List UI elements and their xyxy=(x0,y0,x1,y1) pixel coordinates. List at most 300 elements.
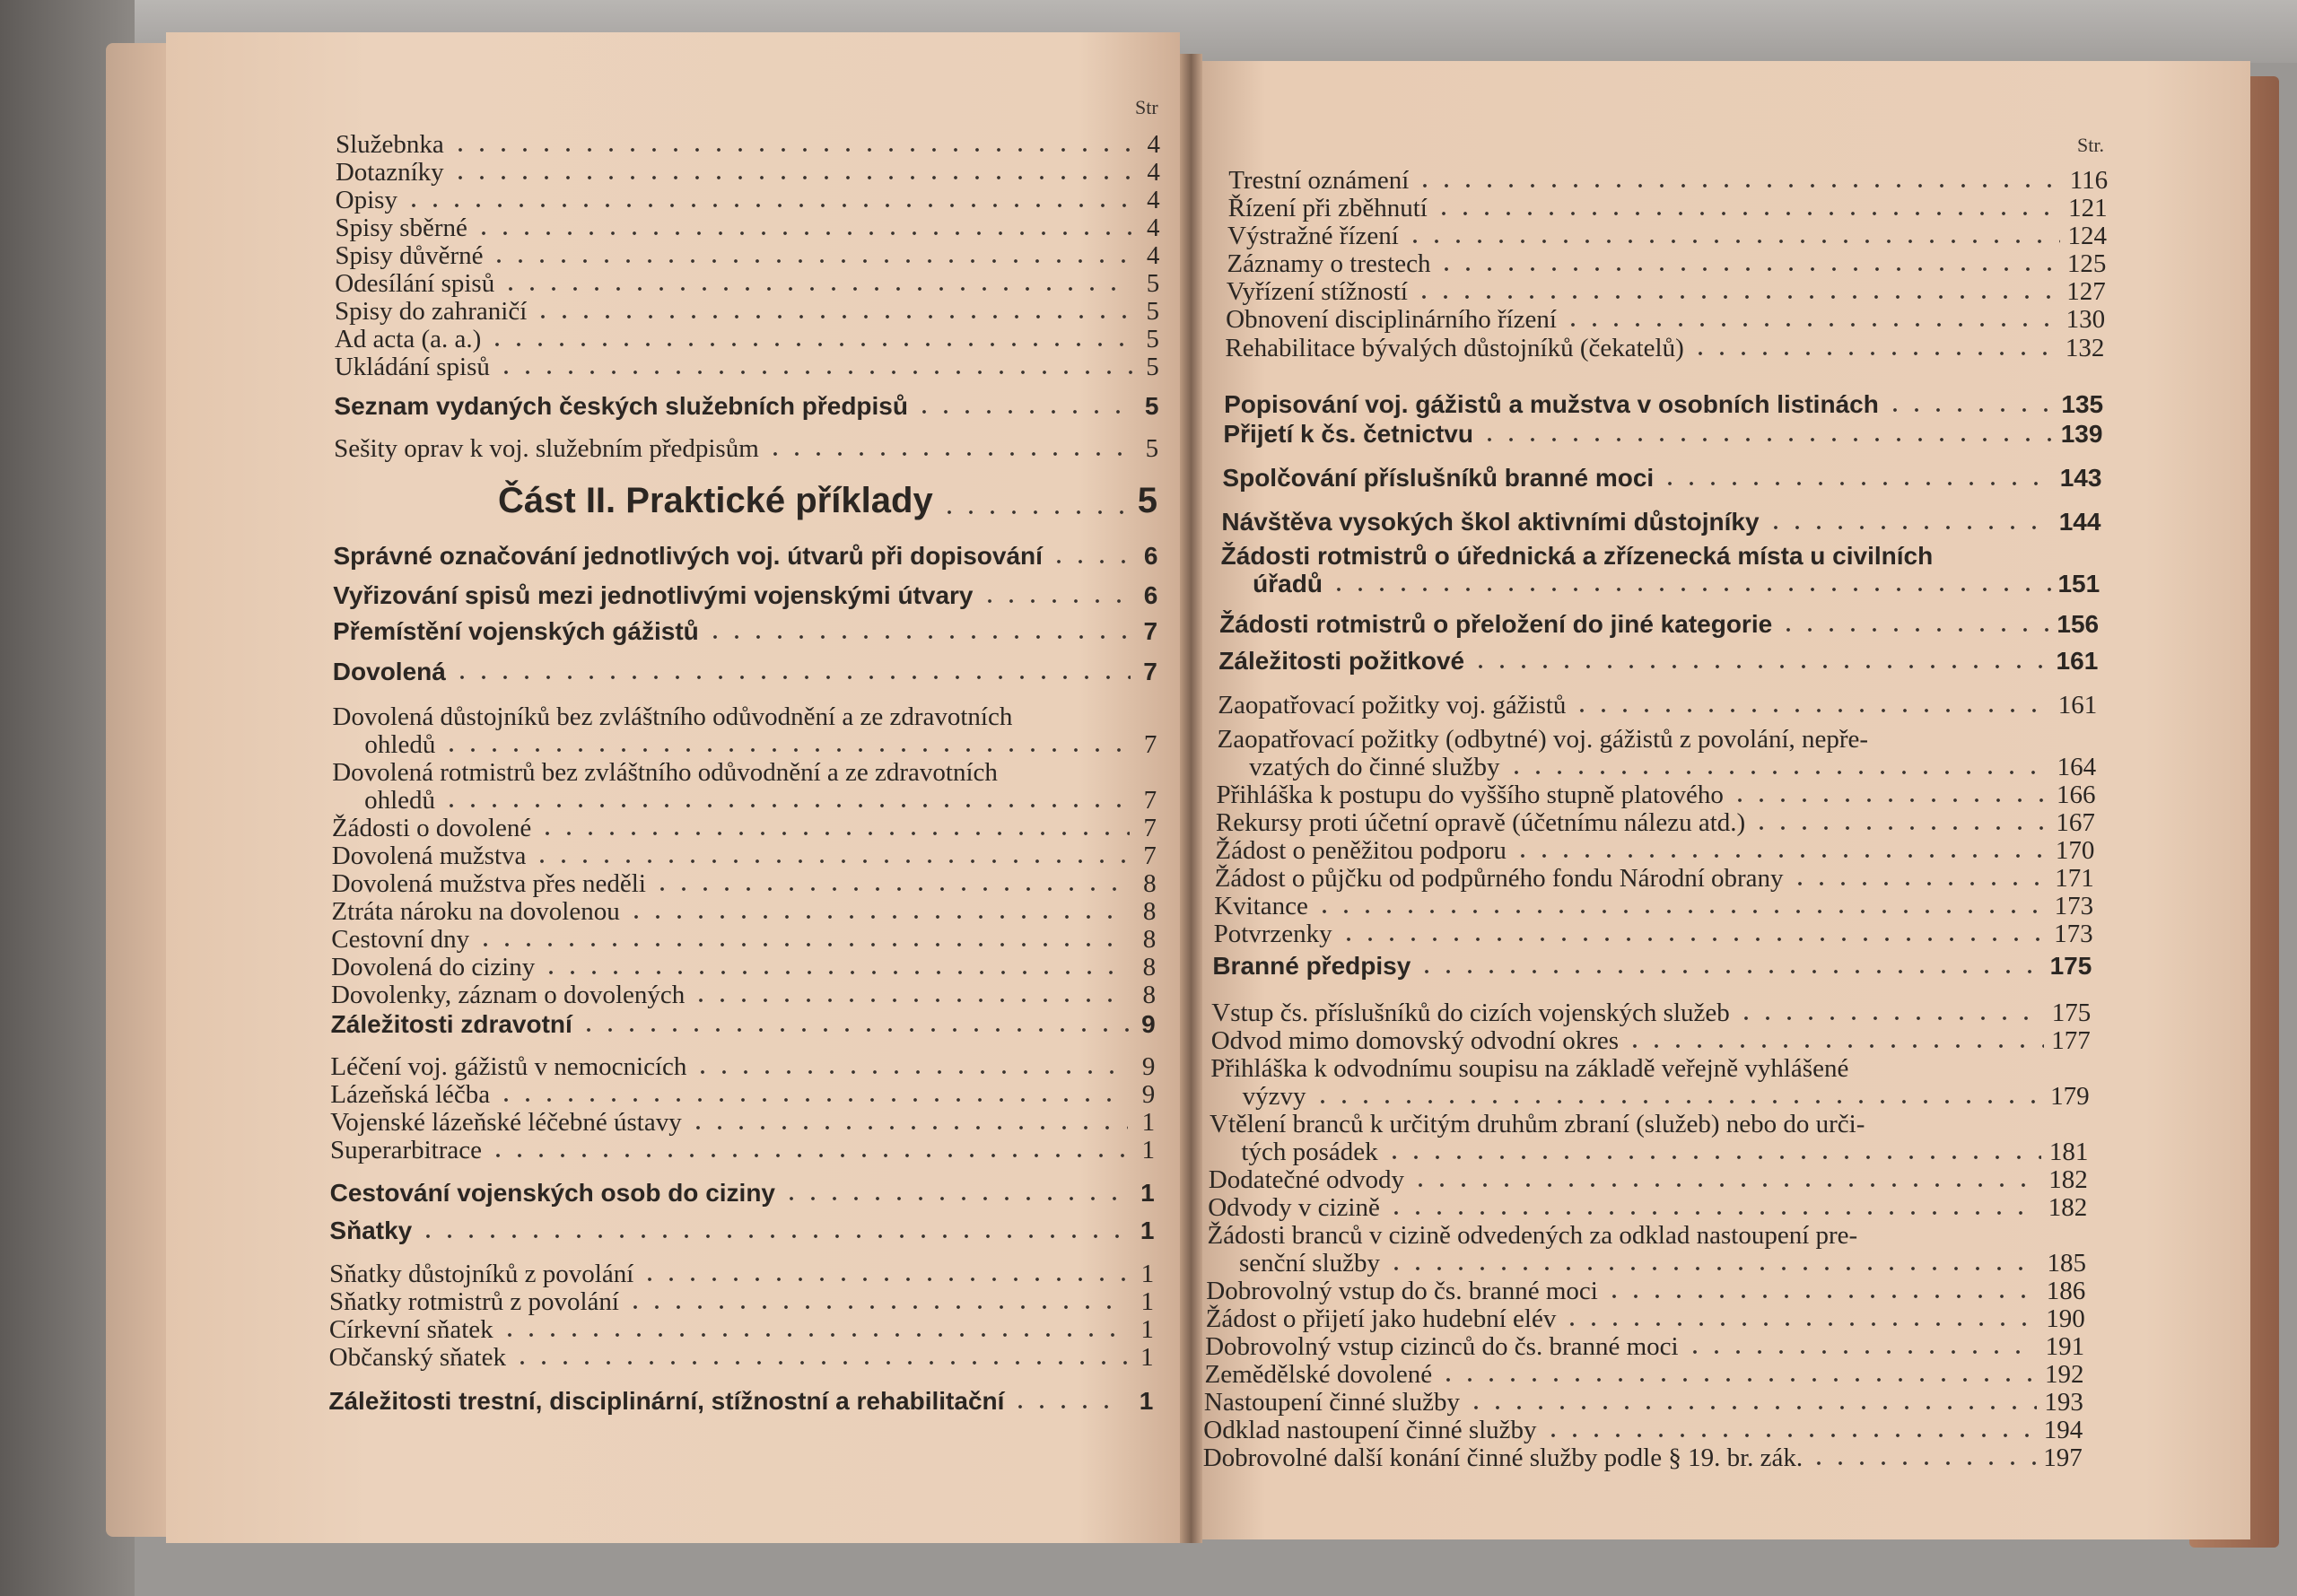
toc-entry-page: 116 xyxy=(2069,166,2109,196)
dot-leader xyxy=(540,971,1129,974)
toc-entry xyxy=(334,393,1158,420)
toc-entry-page: 190 xyxy=(2046,1304,2085,1334)
toc-entry-page: 194 xyxy=(2043,1416,2083,1445)
toc-entry xyxy=(335,242,1159,269)
dot-leader xyxy=(639,1278,1127,1281)
toc-entry-title: Ad acta (a. a.) xyxy=(334,324,482,353)
toc-entry xyxy=(1208,1194,2087,1221)
toc-entry-title: Přemístění vojenských gážistů xyxy=(333,617,699,646)
toc-entry xyxy=(332,842,1157,869)
toc-entry xyxy=(334,435,1158,462)
toc-entry-title: Vyřizování spisů mezi jednotlivými vojenskými útvary xyxy=(333,580,974,609)
dot-leader xyxy=(487,1154,1128,1157)
dot-leader xyxy=(764,452,1131,456)
toc-entry-page: 193 xyxy=(2044,1388,2083,1417)
toc-entry-title: Odesílání spisů xyxy=(335,268,495,298)
toc-entry-page: 130 xyxy=(2066,305,2106,335)
toc-entry-page: 139 xyxy=(2060,420,2103,448)
toc-entry-page: 1 xyxy=(1140,1286,1154,1316)
dot-leader xyxy=(1338,938,2047,941)
toc-entry-title: Spisy do zahraničí xyxy=(335,296,528,326)
toc-entry xyxy=(1216,781,2095,808)
toc-entry xyxy=(333,658,1157,685)
toc-entry-title: Přihláška k postupu do vyššího stupně platového xyxy=(1216,780,1724,809)
part-heading-text: Část II. Praktické příklady xyxy=(498,481,933,520)
toc-entry-title: Rekursy proti účetní opravě (účetnímu nálezu atd.) xyxy=(1215,807,1746,837)
dot-leader xyxy=(692,1070,1128,1074)
toc-entry xyxy=(334,543,1158,570)
toc-entry xyxy=(330,1053,1155,1080)
right-page xyxy=(1202,61,2250,1539)
toc-entry-page: 7 xyxy=(1143,657,1157,685)
toc-entry-title: Záležitosti zdravotní xyxy=(330,1010,572,1039)
toc-entry xyxy=(1205,1361,2084,1388)
toc-entry xyxy=(329,1217,1154,1244)
toc-entry-page: 7 xyxy=(1143,617,1158,646)
toc-entry-page: 132 xyxy=(2065,333,2105,362)
toc-entry-page: 175 xyxy=(2049,951,2092,980)
dot-leader xyxy=(495,371,1132,374)
toc-entry-title: Žádosti rotmistrů o úřednická a zřízenecká místa u civilních xyxy=(1220,541,1934,570)
toc-entry-page: 1 xyxy=(1141,1108,1156,1138)
toc-entry-title: Odklad nastoupení činné služby xyxy=(1203,1416,1537,1445)
toc-entry xyxy=(1219,611,2099,638)
toc-entry xyxy=(1216,809,2095,836)
toc-entry xyxy=(329,1344,1154,1371)
toc-entry-page: 7 xyxy=(1143,842,1157,871)
toc-entry xyxy=(1204,1389,2083,1416)
dot-leader xyxy=(578,1028,1129,1032)
toc-entry-title: Dovolenky, záznam o dovolených xyxy=(330,981,686,1010)
toc-entry xyxy=(336,187,1160,214)
dot-leader xyxy=(1603,1295,2039,1298)
toc-entry-title: Kvitance xyxy=(1214,891,1308,920)
toc-entry-title: Ukládání spisů xyxy=(334,352,490,381)
toc-entry xyxy=(335,326,1159,353)
dot-leader xyxy=(1314,910,2047,913)
toc-entry-page: 170 xyxy=(2055,835,2095,865)
book-gutter xyxy=(1180,54,1202,1543)
toc-entry-title: Vyřízení stížností xyxy=(1226,277,1408,307)
dot-leader xyxy=(1437,1378,2037,1382)
dot-leader xyxy=(1465,1406,2037,1409)
dot-leader xyxy=(1735,1016,2045,1020)
toc-entry-page: 164 xyxy=(2057,752,2097,781)
toc-entry-title: Dovolená mužstva přes neděli xyxy=(331,869,646,899)
dot-leader xyxy=(531,859,1129,863)
toc-entry xyxy=(333,618,1157,645)
toc-entry xyxy=(1205,1333,2084,1360)
dot-leader xyxy=(624,1305,1127,1309)
toc-entry-title: Vojenské lázeňské léčebné ústavy xyxy=(330,1108,682,1138)
toc-entry-title: ohledů xyxy=(364,786,435,815)
toc-entry xyxy=(1218,692,2097,719)
toc-entry-page: 9 xyxy=(1141,1010,1156,1039)
toc-entry-title: Cestovní dny xyxy=(331,925,470,955)
toc-entry-title: Dovolená xyxy=(332,657,446,685)
toc-entry-title: Seznam vydaných českých služebních předpisů xyxy=(334,391,908,420)
toc-entry xyxy=(1221,543,2100,570)
dot-leader xyxy=(1561,1322,2038,1326)
dot-leader xyxy=(939,510,1131,514)
toc-entry xyxy=(1215,865,2094,892)
toc-entry xyxy=(1222,465,2101,492)
dot-leader xyxy=(1048,560,1131,563)
toc-entry xyxy=(331,898,1156,925)
toc-entry-page: 127 xyxy=(2066,277,2106,307)
toc-entry-page: 175 xyxy=(2051,999,2092,1028)
toc-entry-title: Rehabilitace bývalých důstojníků (čekatelů) xyxy=(1225,333,1684,362)
dot-leader xyxy=(441,804,1130,807)
dot-leader xyxy=(1009,1405,1126,1408)
toc-entry-page: 121 xyxy=(2068,194,2108,223)
dot-leader xyxy=(1413,295,2059,299)
dot-leader xyxy=(651,887,1130,891)
toc-entry-page: 143 xyxy=(2059,463,2102,492)
toc-entry-title: Sňatky rotmistrů z povolání xyxy=(328,1286,619,1316)
toc-entry-title: úřadů xyxy=(1253,569,1323,597)
toc-entry-page: 4 xyxy=(1146,240,1160,270)
toc-entry-page: 5 xyxy=(1146,352,1159,381)
toc-entry-title: Léčení voj. gážistů v nemocnicích xyxy=(330,1052,687,1082)
toc-entry-title: Vstup čs. příslušníků do cizích vojenských služeb xyxy=(1211,999,1730,1028)
toc-entry-page: 4 xyxy=(1147,129,1160,159)
toc-entry xyxy=(333,582,1157,609)
toc-entry-title: výzvy xyxy=(1242,1082,1306,1112)
toc-entry xyxy=(1249,754,2096,781)
dot-leader xyxy=(781,1197,1128,1200)
toc-entry xyxy=(1227,222,2107,249)
toc-entry-title: Přijetí k čs. četnictvu xyxy=(1223,420,1473,448)
dot-leader xyxy=(690,999,1129,1002)
toc-entry xyxy=(1206,1278,2085,1304)
toc-entry-page: 4 xyxy=(1147,157,1160,187)
toc-entry-title: Sešity oprav k voj. služebním předpisům xyxy=(334,434,759,464)
dot-leader xyxy=(532,315,1132,318)
toc-entry-title: ohledů xyxy=(364,730,436,760)
dot-leader xyxy=(495,1098,1128,1102)
toc-entry-title: Zaopatřovací požitky (odbytné) voj. gážistů z povolání, nepře- xyxy=(1217,724,1869,754)
toc-entry-page: 135 xyxy=(2061,390,2104,419)
toc-entry-title: Potvrzenky xyxy=(1213,919,1332,948)
toc-entry-title: Žádost o peněžitou podporu xyxy=(1215,835,1507,865)
toc-entry-page: 9 xyxy=(1141,1052,1156,1082)
toc-entry-page: 1 xyxy=(1140,1178,1155,1207)
toc-entry-title: Dovolená do ciziny xyxy=(331,953,536,982)
toc-entry xyxy=(1226,306,2105,333)
toc-entry-title: Návštěva vysokých škol aktivními důstojníky xyxy=(1221,507,1760,536)
toc-entry-page: 161 xyxy=(2056,647,2099,676)
toc-entry-title: Sňatky xyxy=(329,1217,413,1245)
toc-entry-title: Branné předpisy xyxy=(1212,951,1411,980)
toc-entry-title: Dodatečné odvody xyxy=(1208,1165,1405,1195)
toc-entry-page: 151 xyxy=(2057,569,2100,597)
toc-entry-page: 182 xyxy=(2048,1165,2088,1195)
toc-entry-page: 8 xyxy=(1142,981,1156,1010)
toc-entry-page: 177 xyxy=(2051,1026,2091,1056)
dot-leader xyxy=(1404,240,2060,243)
toc-entry-title: Zemědělské dovolené xyxy=(1204,1360,1433,1390)
toc-entry-title: Správné označování jednotlivých voj. útvarů při dopisování xyxy=(333,541,1043,570)
dot-leader xyxy=(1884,408,2057,412)
toc-entry xyxy=(330,1081,1155,1108)
dot-leader xyxy=(1789,882,2048,885)
toc-entry xyxy=(1241,1138,2088,1165)
toc-entry-page: 191 xyxy=(2045,1332,2085,1362)
toc-entry xyxy=(1228,167,2108,194)
dot-leader xyxy=(1416,970,2044,973)
toc-entry xyxy=(330,1137,1155,1164)
dot-leader xyxy=(625,915,1130,919)
toc-entry xyxy=(335,270,1159,297)
toc-entry xyxy=(1239,1250,2086,1277)
dot-leader xyxy=(1433,212,2061,215)
dot-leader xyxy=(1542,1434,2037,1437)
toc-entry-page: 192 xyxy=(2045,1360,2084,1390)
toc-entry-title: Výstražné řízení xyxy=(1227,222,1399,251)
dot-leader xyxy=(475,943,1129,946)
dot-leader xyxy=(1436,267,2059,271)
toc-entry-page: 181 xyxy=(2048,1138,2089,1167)
toc-entry-title: Služebnka xyxy=(336,129,444,159)
toc-entry-title: Církevní sňatek xyxy=(328,1314,493,1344)
toc-entry-page: 8 xyxy=(1142,953,1157,982)
dot-leader xyxy=(1385,1267,2039,1270)
toc-entry xyxy=(331,954,1156,981)
toc-entry-title: Záležitosti trestní, disciplinární, stížnostní a rehabilitační xyxy=(328,1386,1005,1415)
dot-leader xyxy=(1765,526,2054,529)
toc-entry xyxy=(1224,391,2103,418)
toc-entry-page: 1 xyxy=(1140,1259,1155,1288)
toc-entry xyxy=(1253,571,2100,597)
toc-entry-page: 7 xyxy=(1143,786,1157,815)
toc-entry-title: Popisování voj. gážistů a mužstva v osobních listinách xyxy=(1224,390,1879,419)
toc-entry xyxy=(1214,920,2093,947)
toc-entry xyxy=(332,815,1157,842)
toc-entry xyxy=(329,1288,1154,1315)
toc-entry-page: 1 xyxy=(1140,1217,1155,1245)
toc-entry-page: 1 xyxy=(1141,1136,1155,1165)
toc-entry-page: 166 xyxy=(2056,780,2096,809)
toc-entry-page: 7 xyxy=(1143,814,1157,843)
toc-entry-page: 161 xyxy=(2057,691,2098,720)
dot-leader xyxy=(473,231,1133,235)
toc-entry-title: Spisy sběrné xyxy=(335,213,467,242)
toc-entry-page: 186 xyxy=(2046,1277,2086,1306)
toc-entry-page: 5 xyxy=(1146,268,1160,298)
toc-entry-page: 8 xyxy=(1142,897,1157,927)
toc-entry xyxy=(364,787,1157,814)
toc-entry-page: 4 xyxy=(1147,213,1160,242)
toc-entry-page: 185 xyxy=(2047,1249,2086,1278)
toc-entry xyxy=(330,1180,1155,1207)
dot-leader xyxy=(1312,1100,2043,1103)
dot-leader xyxy=(1659,482,2055,485)
dot-leader xyxy=(1479,438,2056,441)
toc-entry-page: 156 xyxy=(2057,610,2100,639)
toc-entry-title: Žádosti rotmistrů o přeložení do jiné kategorie xyxy=(1219,610,1773,639)
toc-entry xyxy=(1227,250,2106,277)
toc-entry-page: 5 xyxy=(1146,324,1159,353)
toc-entry-title: Obnovení disciplinárního řízení xyxy=(1226,305,1557,335)
toc-entry xyxy=(1206,1305,2085,1332)
toc-entry xyxy=(329,1316,1154,1343)
toc-entry-page: 1 xyxy=(1139,1386,1154,1415)
toc-entry-title: Žádost o přijetí jako hudební elév xyxy=(1205,1304,1557,1334)
toc-entry-title: Dobrovolné další konání činné služby podle § 19. br. zák. xyxy=(1202,1443,1804,1473)
dot-leader xyxy=(1729,798,2049,802)
toc-entry-title: Nastoupení činné služby xyxy=(1203,1388,1460,1417)
toc-entry xyxy=(1211,1027,2091,1054)
toc-entry xyxy=(330,1109,1155,1136)
dot-leader xyxy=(499,1333,1127,1337)
toc-entry xyxy=(1228,195,2108,222)
dot-leader xyxy=(1751,826,2048,830)
toc-entry-page: 6 xyxy=(1143,580,1158,609)
toc-entry-page: 8 xyxy=(1143,869,1157,899)
toc-entry-title: Odvod mimo domovský odvodní okres xyxy=(1210,1026,1620,1056)
toc-entry-title: Přihláška k odvodnímu soupisu na základě veřejně vyhlášené xyxy=(1210,1054,1849,1084)
toc-entry xyxy=(1225,335,2104,362)
toc-entry-title: tých posádek xyxy=(1241,1138,1378,1167)
toc-entry-title: Dovolená důstojníků bez zvláštního odůvodnění a ze zdravotních xyxy=(332,702,1013,732)
toc-entry-title: Zaopatřovací požitky voj. gážistů xyxy=(1218,691,1567,720)
toc-entry-title: Žádosti branců v cizině odvedených za odklad nastoupení pre- xyxy=(1207,1221,1858,1251)
toc-entry-page: 173 xyxy=(2054,891,2094,920)
dot-leader xyxy=(1410,1183,2041,1187)
toc-entry-title: Dobrovolný vstup cizinců do čs. branné moci xyxy=(1205,1332,1679,1362)
toc-entry xyxy=(1210,1055,2090,1082)
toc-entry-page: 124 xyxy=(2067,222,2107,251)
toc-entry xyxy=(333,703,1157,730)
toc-entry xyxy=(1203,1417,2083,1443)
toc-entry xyxy=(1211,999,2091,1026)
toc-entry-page: 167 xyxy=(2056,807,2095,837)
dot-leader xyxy=(1690,352,2058,355)
dot-leader xyxy=(1328,588,2053,591)
dot-leader xyxy=(441,748,1130,752)
dot-leader xyxy=(1571,709,2050,712)
toc-entry-title: Spisy důvěrné xyxy=(335,240,484,270)
toc-entry-title: senční služby xyxy=(1238,1249,1381,1278)
toc-entry-title: vzatých do činné služby xyxy=(1249,752,1500,781)
toc-entry-title: Řízení při zběhnutí xyxy=(1227,194,1428,223)
dot-leader xyxy=(1506,771,2050,774)
toc-entry xyxy=(1223,421,2102,448)
page-column-header: Str. xyxy=(2077,134,2104,156)
dot-leader xyxy=(687,1126,1128,1129)
toc-entry xyxy=(336,159,1160,186)
toc-entry-title: Záležitosti požitkové xyxy=(1218,647,1465,676)
toc-entry xyxy=(332,759,1157,786)
dot-leader xyxy=(417,1234,1127,1238)
dot-leader xyxy=(511,1361,1127,1365)
toc-entry-title: Dovolená rotmistrů bez zvláštního odůvodnění a ze zdravotních xyxy=(332,758,998,788)
page-column-header: Str xyxy=(1135,96,1158,118)
dot-leader xyxy=(500,287,1132,291)
toc-entry-page: 5 xyxy=(1146,296,1160,326)
toc-entry-title: Dobrovolný vstup do čs. branné moci xyxy=(1206,1277,1598,1306)
dot-leader xyxy=(488,259,1132,263)
part-heading xyxy=(498,481,1157,520)
toc-entry-title: Odvody v cizině xyxy=(1208,1193,1380,1223)
toc-entry-title: Ztráta nároku na dovolenou xyxy=(331,897,620,927)
toc-entry-page: 179 xyxy=(2050,1082,2090,1112)
toc-entry xyxy=(1207,1222,2086,1249)
dot-leader xyxy=(403,204,1133,207)
toc-entry xyxy=(336,131,1160,158)
toc-entry-page: 5 xyxy=(1145,434,1159,464)
dot-leader xyxy=(450,148,1133,152)
toc-entry xyxy=(1209,1166,2088,1193)
toc-entry xyxy=(331,981,1156,1008)
dot-leader xyxy=(451,676,1131,679)
toc-entry-title: Vtělení branců k určitým druhům zbraní (služeb) nebo do urči- xyxy=(1210,1110,1865,1139)
toc-entry-page: 197 xyxy=(2043,1443,2083,1473)
dot-leader xyxy=(1684,1350,2038,1354)
dot-leader xyxy=(1385,1211,2040,1215)
toc-entry-title: Žádost o půjčku od podpůrného fondu Národní obrany xyxy=(1214,863,1784,893)
toc-entry-title: Záznamy o trestech xyxy=(1227,249,1431,279)
toc-entry xyxy=(364,731,1157,758)
dot-leader xyxy=(537,832,1130,835)
dot-leader xyxy=(1777,628,2051,632)
dot-leader xyxy=(1470,665,2050,668)
toc-entry-page: 7 xyxy=(1143,730,1157,760)
dot-leader xyxy=(1808,1461,2036,1465)
toc-entry xyxy=(1227,278,2106,305)
toc-entry-title: Opisy xyxy=(335,185,397,214)
toc-entry xyxy=(332,870,1157,897)
dot-leader xyxy=(1512,854,2048,858)
toc-entry xyxy=(328,1388,1153,1415)
toc-entry-page: 9 xyxy=(1141,1080,1156,1110)
page-number: 5 xyxy=(1137,481,1157,520)
toc-entry-title: Dotazníky xyxy=(335,157,444,187)
toc-entry-page: 1 xyxy=(1140,1314,1154,1344)
toc-entry-page: 4 xyxy=(1147,185,1160,214)
dot-leader xyxy=(486,343,1132,346)
dot-leader xyxy=(979,599,1131,603)
toc-entry-title: Spolčování příslušníků branné moci xyxy=(1222,463,1655,492)
toc-entry-page: 182 xyxy=(2048,1193,2088,1223)
toc-entry xyxy=(1203,1444,2083,1471)
toc-entry xyxy=(335,353,1159,380)
toc-entry-page: 173 xyxy=(2054,919,2093,948)
dot-leader xyxy=(704,635,1131,639)
toc-entry-page: 8 xyxy=(1142,925,1157,955)
toc-entry xyxy=(1218,648,2098,675)
toc-entry-page: 6 xyxy=(1143,541,1158,570)
dot-leader xyxy=(1624,1044,2044,1048)
toc-entry-title: Superarbitrace xyxy=(329,1136,483,1165)
left-page xyxy=(166,32,1180,1543)
toc-entry xyxy=(1218,726,2097,753)
toc-entry-title: Občanský sňatek xyxy=(328,1342,506,1372)
toc-entry xyxy=(1215,837,2094,864)
toc-entry xyxy=(1212,953,2092,980)
toc-entry-page: 1 xyxy=(1140,1342,1154,1372)
toc-entry xyxy=(331,1011,1156,1038)
toc-entry xyxy=(1214,893,2093,920)
toc-entry xyxy=(1243,1083,2090,1110)
toc-entry-title: Cestování vojenských osob do ciziny xyxy=(329,1178,775,1207)
toc-entry xyxy=(329,1260,1154,1287)
toc-entry xyxy=(1221,509,2100,536)
toc-entry xyxy=(331,926,1156,953)
dot-leader xyxy=(913,410,1131,414)
toc-entry xyxy=(1210,1111,2089,1138)
